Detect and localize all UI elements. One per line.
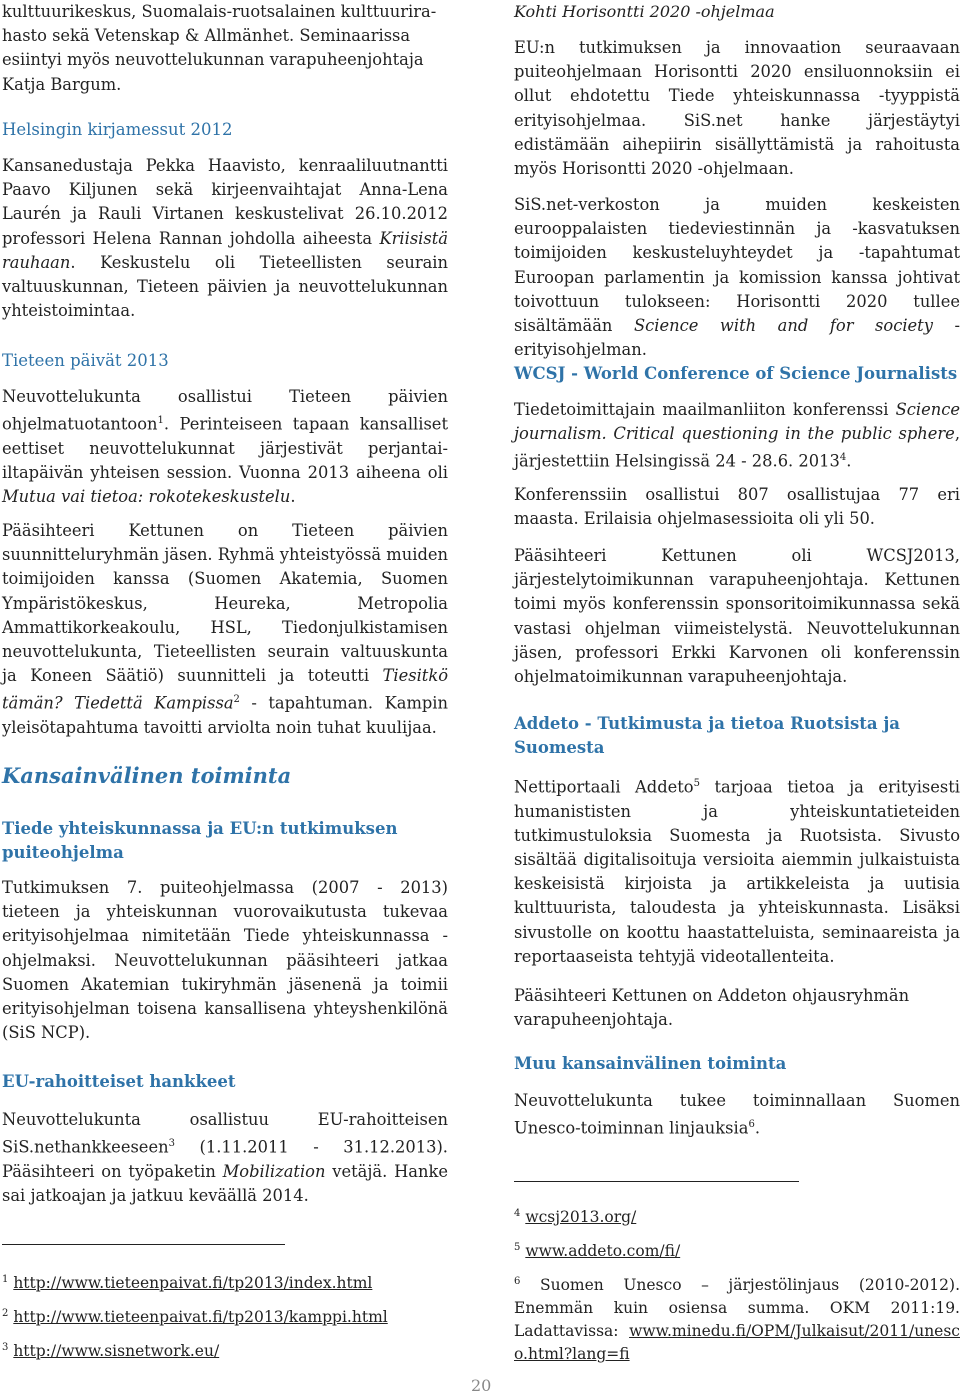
footnote-ref: 4	[839, 452, 847, 464]
footnote-ref: 3	[168, 1138, 175, 1150]
eu-hankkeet-paragraph	[2, 1108, 448, 1208]
tieteen-paivat-paragraph	[2, 385, 448, 509]
footnote-ref: 2	[233, 694, 240, 706]
text: Suomen Unesco – järjestölinjaus (2010-2012). Enemmän kuin osiensa summa. OKM 2011:19. Ladattavissa:	[514, 1276, 960, 1341]
heading-tieteen-paivat: Tieteen päivät 2013	[2, 351, 169, 370]
intro-line: hasto sekä Vetenskap & Allmänhet. Seminaarissa	[2, 26, 411, 46]
intro-line: Katja Bargum.	[2, 74, 122, 94]
footnote-ref: 6	[748, 1119, 755, 1131]
heading-muu-kansainvalinen: Muu kansainvälinen toiminta	[514, 1054, 787, 1073]
italic-text: Mutua vai tietoa: rokotekeskustelu	[2, 487, 291, 507]
wcsj-paragraph-1	[514, 398, 960, 474]
italic-text: Tiedettä Kampissa	[74, 693, 234, 713]
page-number: 20	[471, 1376, 492, 1395]
footnote-separator	[514, 1181, 799, 1182]
text: - tapahtuman. Kampin yleisötapahtuma tavoitti arviolta noin tuhat kuulijaa.	[2, 693, 448, 738]
text: . Keskustelu oli Tieteellisten seurain valtuuskunnan, Tieteen päivien ja neuvottelukunnan yhteistoimintaa.	[2, 252, 448, 321]
intro-paragraph	[2, 0, 448, 97]
text: Tiedetoimittajain maailmanliiton konferenssi	[514, 400, 896, 419]
text: Neuvottelukunta osallistui Tieteen päivien ohjelmatuotantoon	[2, 387, 448, 434]
intro-line: esiintyi myös neuvottelukunnan varapuheenjohtaja	[2, 50, 424, 70]
wcsj-paragraph-2: Konferenssiin osallistui 807 osallistujaa 77 eri maasta. Erilaisia ohjelmasessioita oli yli 50.	[514, 485, 960, 529]
footnote-number: 2	[2, 1308, 9, 1319]
horisontti-paragraph-2	[514, 193, 960, 362]
footnote-ref: 5	[693, 778, 700, 789]
addeto-paragraph-2: Pääsihteeri Kettunen on Addeton ohjausryhmän varapuheenjohtaja.	[514, 986, 910, 1030]
addeto-paragraph-1	[514, 772, 960, 969]
footnote-ref: 1	[157, 415, 164, 427]
footnote-link[interactable]: www.addeto.com/fi/	[525, 1242, 681, 1261]
text: Nettiportaali Addeto	[514, 777, 694, 797]
text: tarjoaa tietoa ja erityisesti humanististen ja yhteiskuntatieteiden tutkimustuloksia Suomesta ja Ruotsista. Sivusto sisältää digitalisoituja versioita aiemmin julkaistuista keskeisistä kirjoista ja artikkeleista ja uutisia kulttuurista, taloudesta ja yhteiskunnasta. Lisäksi sivustolle on koottu haastatteluista, seminaareista ja reportaaseista tehtyjä videotallenteita.	[514, 777, 960, 966]
italic-text: Tiesitkö tämän?	[2, 666, 448, 713]
heading-eu-rahoitteiset: EU-rahoitteiset hankkeet	[2, 1072, 236, 1091]
muu-paragraph	[514, 1089, 960, 1141]
text: . Perinteiseen tapaan kansalliset eettiset neuvottelukunnat järjestivät perjantai-iltapäivän yhteisen session. Vuonna 2013 aiheena oli	[2, 414, 448, 483]
text: Neuvottelukunta osallistuu EU-rahoitteisen SiS.nethankkeeseen	[2, 1110, 448, 1157]
footnote-link[interactable]: http://www.sisnetwork.eu/	[13, 1342, 220, 1361]
text: Neuvottelukunta tukee toiminnallaan Suomen Unesco-toiminnan linjauksia	[514, 1091, 960, 1138]
horisontti-paragraph-1: EU:n tutkimuksen ja innovaation seuraavaan puiteohjelmaan Horisontti 2020 ensiluonnoksiin ei ollut ehdotettu Tiede yhteiskunnassa -tyyppistä erityisohjelmaa. SiS.net hanke järjestäytyi edistämään aihepiirin sisällyttämistä ja rahoitusta myös Horisontti 2020 -ohjelmaan.	[514, 38, 960, 179]
text: -erityisohjelman.	[514, 316, 960, 360]
text: Pääsihteeri Kettunen on Tieteen päivien suunnitteluryhmän jäsen. Ryhmä yhteistyössä muiden toimijoiden kanssa (Suomen Akatemia, Suomen Ympäristökeskus, Heureka, Metropolia Ammattikorkeakoulu, HSL, Tiedonjulkistamisen neuvottelukunta, Tieteellisten seurain valtuuskunta ja Koneen Säätiö) suunnitteli ja toteutti	[2, 521, 448, 686]
intro-line: kulttuurikeskus, Suomalais-ruotsalainen kulttuurira-	[2, 2, 437, 21]
footnote-link[interactable]: http://www.tieteenpaivat.fi/tp2013/index.html	[13, 1274, 373, 1293]
italic-text: Mobilization	[222, 1161, 326, 1181]
text: .	[290, 487, 296, 507]
text: (1.11.2011 - 31.12.2013). Pääsihteeri on työpaketin	[2, 1137, 448, 1181]
text: Kansanedustaja Pekka Haavisto, kenraaliluutnantti Paavo Kiljunen sekä kirjeenvaihtajat Anna-Lena Laurén ja Rauli Virtanen keskustelivat 26.10.2012 professori Helena Rannan johdolla aiheesta	[2, 156, 448, 248]
footnote-link[interactable]: http://www.tieteenpaivat.fi/tp2013/kamppi.html	[13, 1308, 388, 1327]
kirjamessut-paragraph	[2, 154, 448, 323]
italic-text: Kriisistä rauhaan	[2, 228, 448, 272]
text: vetäjä. Hanke sai jatkoajan ja jatkuu keväällä 2014.	[2, 1161, 448, 1206]
text: .	[754, 1118, 760, 1138]
italic-text: Science with and for society	[634, 316, 933, 336]
text: .	[846, 451, 852, 471]
heading-kansainvalinen-toiminta: Kansainvälinen toiminta	[2, 763, 292, 788]
text: , järjestettiin Helsingissä 24 - 28.6. 2013	[514, 424, 960, 471]
footnote-number: 1	[2, 1274, 9, 1285]
heading-addeto: Addeto - Tutkimusta ja tietoa Ruotsista ja Suomesta	[514, 714, 900, 757]
footnote-number: 5	[514, 1242, 521, 1253]
text: SiS.net-verkoston ja muiden keskeisten eurooppalaisten tiedeviestinnän ja -kasvatuksen toimijoiden keskusteluyhteydet ja -tapahtumat Euroopan parlamentin ja komission kanssa johtivat toivottuun tulokseen: Horisontti 2020 tullee sisältämään	[514, 195, 960, 336]
footnote-4	[514, 1202, 960, 1229]
heading-horisontti: Kohti Horisontti 2020 -ohjelmaa	[514, 2, 775, 21]
footnote-link[interactable]: www.minedu.fi/OPM/Julkaisut/2011/unesco.html?lang=fi	[514, 1322, 960, 1364]
footnote-separator	[2, 1244, 285, 1245]
heading-tiede-eu: Tiede yhteiskunnassa ja EU:n tutkimuksen puiteohjelma	[2, 819, 398, 862]
footnote-number: 6	[514, 1276, 521, 1287]
footnote-link[interactable]: wcsj2013.org/	[525, 1208, 637, 1227]
wcsj-paragraph-3: Pääsihteeri Kettunen oli WCSJ2013, järjestelytoimikunnan varapuheenjohtaja. Kettunen toimi myös konferenssin sponsoritoimikunnassa sekä vastasi ohjelman viimeistelystä. Neuvottelukunnan jäsen, professori Erkki Karvonen oli konferenssin ohjelmatoimikunnan varapuheenjohtaja.	[514, 546, 960, 687]
heading-wcsj: WCSJ - World Conference of Science Journalists	[514, 364, 958, 383]
footnote-1	[2, 1268, 448, 1295]
tiede-eu-paragraph: Tutkimuksen 7. puiteohjelmassa (2007 - 2013) tieteen ja yhteiskunnan vuorovaikutusta tukevaa erityisohjelmaa nimitetään Tiede yhteiskunnassa -ohjelmaksi. Neuvottelukunnan pääsihteeri jatkaa Suomen Akatemian tukiryhmän jäsenenä ja toimii erityisohjelman toisena kansallisena yhteyshenkilönä (SiS NCP).	[2, 878, 448, 1043]
footnote-3	[2, 1336, 448, 1363]
footnote-number: 4	[514, 1208, 521, 1219]
footnote-number: 3	[2, 1342, 9, 1353]
footnote-2	[2, 1302, 448, 1329]
heading-kirjamessut: Helsingin kirjamessut 2012	[2, 120, 233, 139]
footnote-5	[514, 1236, 960, 1263]
footnote-6	[514, 1270, 960, 1366]
italic-text: Science journalism. Critical questioning in the public sphere	[514, 400, 960, 444]
suunnitteluryhma-paragraph	[2, 519, 448, 740]
